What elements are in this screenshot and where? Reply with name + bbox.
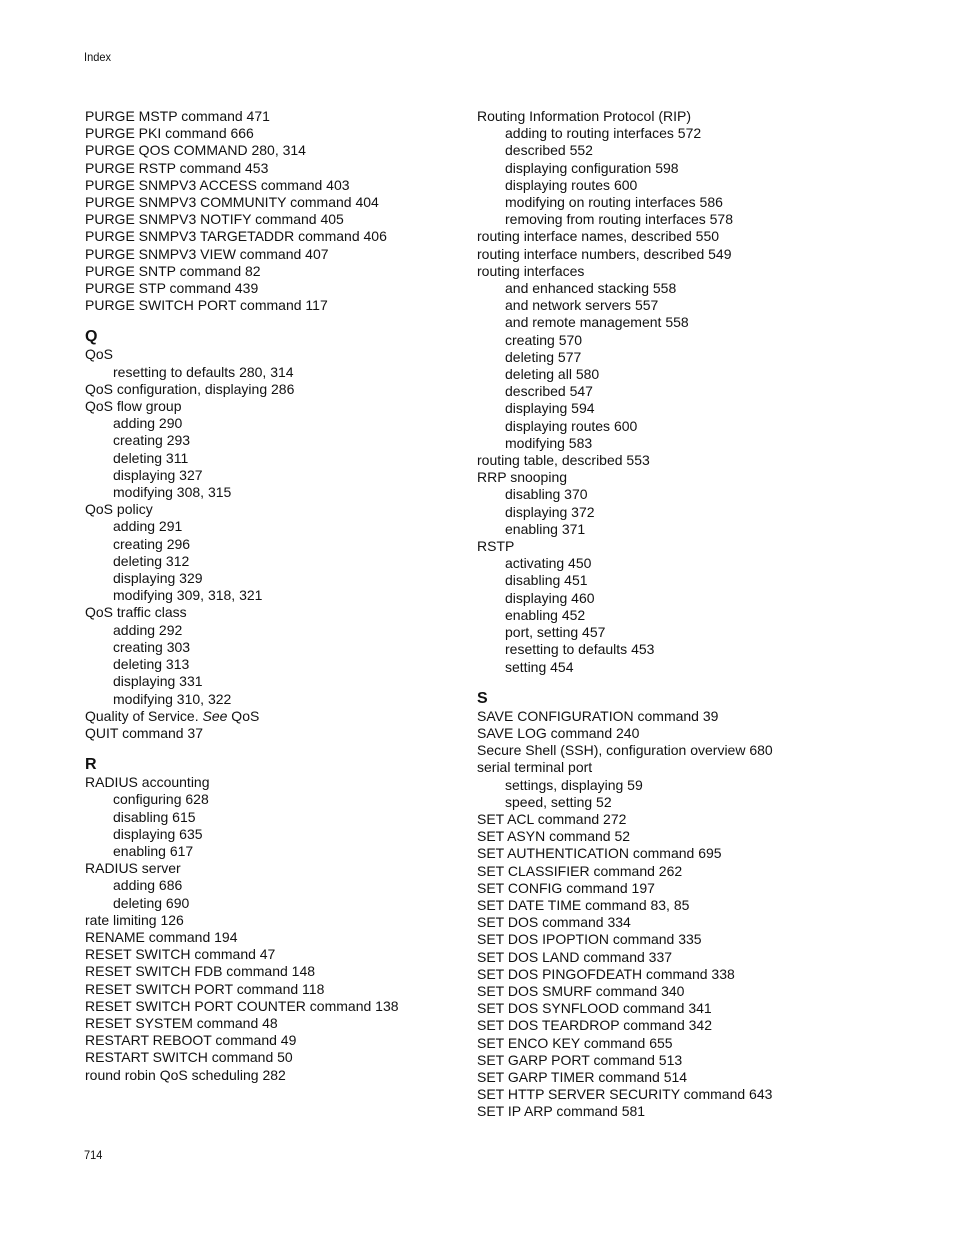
index-entry: RADIUS server <box>85 860 181 877</box>
index-entry: SET CLASSIFIER command 262 <box>477 862 683 879</box>
index-entry: serial terminal port <box>477 759 593 776</box>
index-subentry: modifying 583 <box>505 434 593 451</box>
index-entry: PURGE SNMPV3 TARGETADDR command 406 <box>85 228 387 245</box>
index-entry: RSTP <box>477 538 515 555</box>
index-entry: QoS flow group <box>85 398 182 415</box>
index-entry: RRP snooping <box>477 469 568 486</box>
index-entry: PURGE PKI command 666 <box>85 125 254 142</box>
index-subentry: modifying 308, 315 <box>113 484 232 501</box>
index-entry: routing interface numbers, described 549 <box>477 245 732 262</box>
index-subentry: displaying 327 <box>113 466 203 483</box>
index-subentry: resetting to defaults 280, 314 <box>113 363 294 380</box>
index-entry: QoS traffic class <box>85 604 187 621</box>
index-subentry: displaying 372 <box>505 503 595 520</box>
entry-text: Quality of Service. <box>85 707 203 724</box>
index-entry: SET AUTHENTICATION command 695 <box>477 845 722 862</box>
index-entry: PURGE SNMPV3 NOTIFY command 405 <box>85 211 344 228</box>
index-entry: routing interface names, described 550 <box>477 228 720 245</box>
index-entry: routing table, described 553 <box>477 452 650 469</box>
index-subentry: displaying routes 600 <box>505 417 638 434</box>
index-entry: SET DOS SMURF command 340 <box>477 982 685 999</box>
index-entry: SET DOS PINGOFDEATH command 338 <box>477 965 735 982</box>
index-entry: PURGE STP command 439 <box>85 280 259 297</box>
index-subentry: settings, displaying 59 <box>505 776 643 793</box>
index-subentry: enabling 371 <box>505 520 586 537</box>
index-entry: PURGE SNMPV3 VIEW command 407 <box>85 245 329 262</box>
index-subentry: displaying 594 <box>505 400 595 417</box>
index-subentry: deleting 313 <box>113 656 190 673</box>
index-subentry: described 547 <box>505 383 593 400</box>
index-entry: PURGE SNTP command 82 <box>85 262 261 279</box>
index-subentry: modifying 310, 322 <box>113 690 232 707</box>
index-entry: QUIT command 37 <box>85 724 204 741</box>
index-entry: RESET SWITCH PORT COUNTER command 138 <box>85 997 399 1014</box>
index-entry: SET DOS IPOPTION command 335 <box>477 931 702 948</box>
index-entry: SET IP ARP command 581 <box>477 1103 646 1120</box>
index-subentry: displaying configuration 598 <box>505 159 679 176</box>
index-subentry: and network servers 557 <box>505 297 659 314</box>
index-subentry: and remote management 558 <box>505 314 689 331</box>
index-entry: SET DOS TEARDROP command 342 <box>477 1017 712 1034</box>
index-subentry: displaying 635 <box>113 825 203 842</box>
index-entry: SET DOS SYNFLOOD command 341 <box>477 1000 712 1017</box>
index-subentry: deleting 690 <box>113 894 190 911</box>
index-entry: RENAME command 194 <box>85 928 238 945</box>
index-subentry: creating 296 <box>113 535 191 552</box>
index-entry: SET GARP PORT command 513 <box>477 1051 683 1068</box>
index-entry: RESET SWITCH PORT command 118 <box>85 980 325 997</box>
index-entry: PURGE SNMPV3 COMMUNITY command 404 <box>85 194 379 211</box>
index-subentry: disabling 451 <box>505 572 588 589</box>
index-subentry: deleting 577 <box>505 348 582 365</box>
index-subentry: creating 570 <box>505 331 583 348</box>
index-entry: SET ASYN command 52 <box>477 828 631 845</box>
running-header: Index <box>84 50 112 64</box>
index-subentry: adding 291 <box>113 518 183 535</box>
index-subentry: modifying 309, 318, 321 <box>113 587 263 604</box>
index-subentry: setting 454 <box>505 658 574 675</box>
index-column-left <box>85 108 505 1084</box>
index-entry: Routing Information Protocol (RIP) <box>477 108 691 124</box>
index-column-right <box>477 108 897 1121</box>
index-entry: RESTART REBOOT command 49 <box>85 1032 297 1049</box>
index-subentry: displaying 331 <box>113 673 203 690</box>
index-letter-heading: Q <box>85 328 98 346</box>
index-entry: SET ENCO KEY command 655 <box>477 1034 673 1051</box>
index-subentry: deleting all 580 <box>505 366 600 383</box>
index-entry: QoS <box>85 346 114 363</box>
index-subentry: adding 686 <box>113 877 183 894</box>
index-entry: QoS configuration, displaying 286 <box>85 380 295 397</box>
index-subentry: enabling 452 <box>505 606 586 623</box>
index-subentry: deleting 311 <box>113 449 189 466</box>
index-subentry: deleting 312 <box>113 552 190 569</box>
index-subentry: resetting to defaults 453 <box>505 641 655 658</box>
index-entry: SAVE LOG command 240 <box>477 724 640 741</box>
index-subentry: displaying routes 600 <box>505 176 638 193</box>
index-subentry: configuring 628 <box>113 791 209 808</box>
index-subentry: activating 450 <box>505 555 592 572</box>
index-subentry: removing from routing interfaces 578 <box>505 211 733 228</box>
index-letter-heading: S <box>477 689 488 707</box>
index-entry: rate limiting 126 <box>85 911 184 928</box>
index-subentry: and enhanced stacking 558 <box>505 280 677 297</box>
see-reference-target: QoS <box>227 707 260 724</box>
page-number: 714 <box>84 1148 103 1162</box>
index-entry: Secure Shell (SSH), configuration overview 680 <box>477 742 773 759</box>
index-entry: QoS policy <box>85 501 153 518</box>
index-entry: round robin QoS scheduling 282 <box>85 1066 286 1083</box>
see-reference-label: See <box>202 707 228 724</box>
index-subentry: enabling 617 <box>113 842 194 859</box>
index-subentry: creating 293 <box>113 432 191 449</box>
index-entry: SET DOS command 334 <box>477 914 631 931</box>
index-entry: PURGE MSTP command 471 <box>85 108 270 124</box>
index-subentry: displaying 460 <box>505 589 595 606</box>
index-entry: RESET SWITCH FDB command 148 <box>85 963 316 980</box>
index-letter-heading: R <box>85 756 97 774</box>
index-entry: SET DOS LAND command 337 <box>477 948 673 965</box>
index-subentry: creating 303 <box>113 638 191 655</box>
index-subentry: disabling 615 <box>113 808 196 825</box>
index-entry: routing interfaces <box>477 262 585 279</box>
index-entry: PURGE SWITCH PORT command 117 <box>85 297 328 314</box>
index-entry: PURGE QOS COMMAND 280, 314 <box>85 142 306 159</box>
index-subentry: disabling 370 <box>505 486 588 503</box>
index-entry: RESTART SWITCH command 50 <box>85 1049 293 1066</box>
index-entry: PURGE SNMPV3 ACCESS command 403 <box>85 176 350 193</box>
index-entry: SET DATE TIME command 83, 85 <box>477 896 690 913</box>
index-entry: RESET SWITCH command 47 <box>85 946 276 963</box>
index-subentry: speed, setting 52 <box>505 793 612 810</box>
index-subentry: displaying 329 <box>113 570 203 587</box>
index-subentry: described 552 <box>505 142 593 159</box>
index-subentry: adding 292 <box>113 621 183 638</box>
index-entry: PURGE RSTP command 453 <box>85 159 269 176</box>
index-entry: SET HTTP SERVER SECURITY command 643 <box>477 1086 773 1103</box>
index-subentry: adding to routing interfaces 572 <box>505 125 702 142</box>
index-subentry: adding 290 <box>113 415 183 432</box>
index-entry <box>85 708 505 725</box>
index-entry: SET GARP TIMER command 514 <box>477 1068 688 1085</box>
index-entry: SET ACL command 272 <box>477 810 627 827</box>
index-entry: RESET SYSTEM command 48 <box>85 1014 278 1031</box>
index-subentry: modifying on routing interfaces 586 <box>505 194 723 211</box>
index-entry: RADIUS accounting <box>85 774 210 791</box>
index-entry: SAVE CONFIGURATION command 39 <box>477 707 719 724</box>
index-entry: SET CONFIG command 197 <box>477 879 655 896</box>
index-subentry: port, setting 457 <box>505 624 606 641</box>
